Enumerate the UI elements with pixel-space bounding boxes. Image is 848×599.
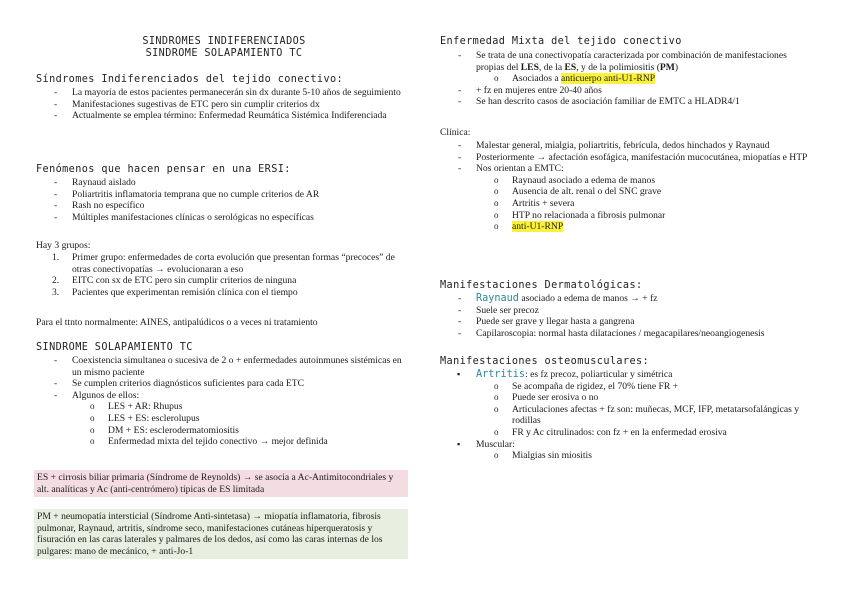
fenomenos-list (36, 177, 412, 223)
list-item: - Capilaroscopia: normal hasta dilataciones / megacapilares/neoangiogenesis (440, 328, 812, 340)
list-item: - + fz en mujeres entre 20-40 años (440, 85, 812, 97)
list-subitem: o LES + AR: Rhupus (36, 401, 412, 413)
highlight: anticuerpo anti-U1-RNP (561, 73, 656, 85)
groups-intro: Hay 3 grupos: (36, 240, 91, 251)
list-item: - Se han descrito casos de asociación familiar de EMTC a HLADR4/1 (440, 96, 812, 108)
artritis-term: Artritis (476, 369, 526, 380)
list-item: 1. Primer grupo: enfermedades de corta evolución que presentan formas “precoces” de otras conectivopatías → evolucionaran a eso (52, 252, 395, 275)
raynaud-term: Raynaud (476, 293, 519, 304)
heading-fenomenos: Fenómenos que hacen pensar en una ERSI: (36, 164, 291, 175)
list-item: ▪ Muscular: (440, 439, 812, 451)
list-item: - Posteriormente → afectación esofágica, manifestación mucocutánea, miopatías e HTP (440, 152, 812, 164)
indif-list (36, 87, 412, 122)
list-subitem: o FR y Ac citrulinados: con fz + en la enfermedad erosiva (440, 427, 812, 439)
list-item: 2. EITC con sx de ETC pero sin cumplir criterios de ninguna (52, 275, 297, 287)
list-item: - Raynaud aislado (36, 177, 412, 189)
derm-list (440, 293, 812, 339)
osteo-list (440, 369, 812, 462)
heading-indiferenciados: Síndromes Indiferenciados del tejido conectivo: (36, 74, 344, 85)
list-item: - Manifestaciones sugestivas de ETC pero sin cumplir criterios dx (36, 99, 412, 111)
list-item: - Puede ser grave y llegar hasta a gangrena (440, 316, 812, 328)
list-subitem: o Enfermedad mixta del tejido conectivo → mejor definida (36, 436, 412, 448)
list-item: - Malestar general, mialgia, poliartritis, febrícula, dedos hinchados y Raynaud (440, 140, 812, 152)
document-title: SINDROMES INDIFERENCIADOS (142, 36, 306, 47)
list-subitem: o DM + ES: esclerodermatomiositis (36, 425, 412, 437)
list-subitem: o HTP no relacionada a fibrosis pulmonar (440, 210, 812, 222)
list-item: - La mayoría de estos pacientes permanecerán sin dx durante 5-10 años de seguimiento (36, 87, 412, 99)
list-subitem: o Articulaciones afectas + fz son: muñecas, MCF, IFP, metatarsofalángicas y rodillas (440, 404, 812, 427)
list-subitem: o Artritis + severa (440, 198, 812, 210)
list-item: ▪ Artritis: es fz precoz, poliarticular y simétrica (440, 369, 812, 381)
list-item: - Raynaud asociado a edema de manos → + fz (440, 293, 812, 305)
list-item: - Suele ser precoz (440, 305, 812, 317)
list-item: - Coexistencia simultanea o sucesiva de 2 o + enfermedades autoinmunes sistémicas en un mismo paciente (36, 355, 412, 378)
antisintetasa-note-box: PM + neumopatía intersticial (Síndrome Anti-sintetasa) → miopatía inflamatoria, fibrosis pulmonar, Raynaud, artritis, síndrome seco, manifestaciones cutáneas hiperqueratosis y fisuración en las caras laterales y palmares de los dedos, así como las caras internas de los pulgares: mano de mecánico, + anti-Jo-1 (34, 509, 408, 559)
list-item: - Poliartritis inflamatoria temprana que no cumple criterios de AR (36, 189, 412, 201)
list-item: - Actualmente se emplea término: Enfermedad Reumática Sistémica Indiferenciada (36, 110, 412, 122)
list-subitem: o Mialgias sin miositis (440, 450, 812, 462)
list-item: - Rash no específico (36, 200, 412, 212)
document-subtitle: SINDROME SOLAPAMIENTO TC (145, 48, 303, 59)
list-item: 3. Pacientes que experimentan remisión clínica con el tiempo (52, 286, 298, 298)
tratamiento-note: Para el ttnto normalmente: AINES, antipalúdicos o a veces ni tratamiento (36, 317, 318, 328)
list-subitem: o Raynaud asociado a edema de manos (440, 175, 812, 187)
groups-list (36, 252, 412, 298)
list-subitem: o Puede ser erosiva o no (440, 392, 812, 404)
reynolds-note-box: ES + cirrosis biliar primaria (Síndrome de Reynolds) → se asocia a Ac-Antimitocondriales y alt. analíticas y Ac (anti-centrómero) típicas de ES limitada (34, 470, 408, 497)
list-subitem: o Asociados a anticuerpo anti-U1-RNP (440, 73, 812, 85)
list-item: - Múltiples manifestaciones clínicas o serológicas no específicas (36, 212, 412, 224)
clinica-heading: Clínica: (440, 127, 471, 138)
list-item: - Se trata de una conectivopatía caracterizada por combinación de manifestaciones propias del LES, de la ES, y de la polimiositis (PM) (440, 50, 812, 73)
list-subitem: o Se acompaña de rigidez, el 70% tiene FR + (440, 381, 812, 393)
list-item: - Algunos de ellos: (36, 390, 412, 402)
emtc-list (440, 50, 812, 108)
list-item: - Nos orientan a EMTC: (440, 163, 812, 175)
solapamiento-list (36, 355, 412, 448)
list-subitem: o LES + ES: esclerolupus (36, 413, 412, 425)
list-item: - Se cumplen criterios diagnósticos suficientes para cada ETC (36, 378, 412, 390)
clinica-list (440, 140, 812, 233)
highlight: anti-U1-RNP (512, 221, 564, 233)
list-subitem (440, 221, 812, 233)
heading-osteomusculares: Manifestaciones osteomusculares: (440, 356, 650, 367)
list-subitem: o Ausencia de alt. renal o del SNC grave (440, 186, 812, 198)
heading-dermatologicas: Manifestaciones Dermatológicas: (440, 280, 643, 291)
heading-solapamiento: SINDROME SOLAPAMIENTO TC (36, 342, 193, 353)
heading-emtc: Enfermedad Mixta del tejido conectivo (440, 36, 682, 47)
